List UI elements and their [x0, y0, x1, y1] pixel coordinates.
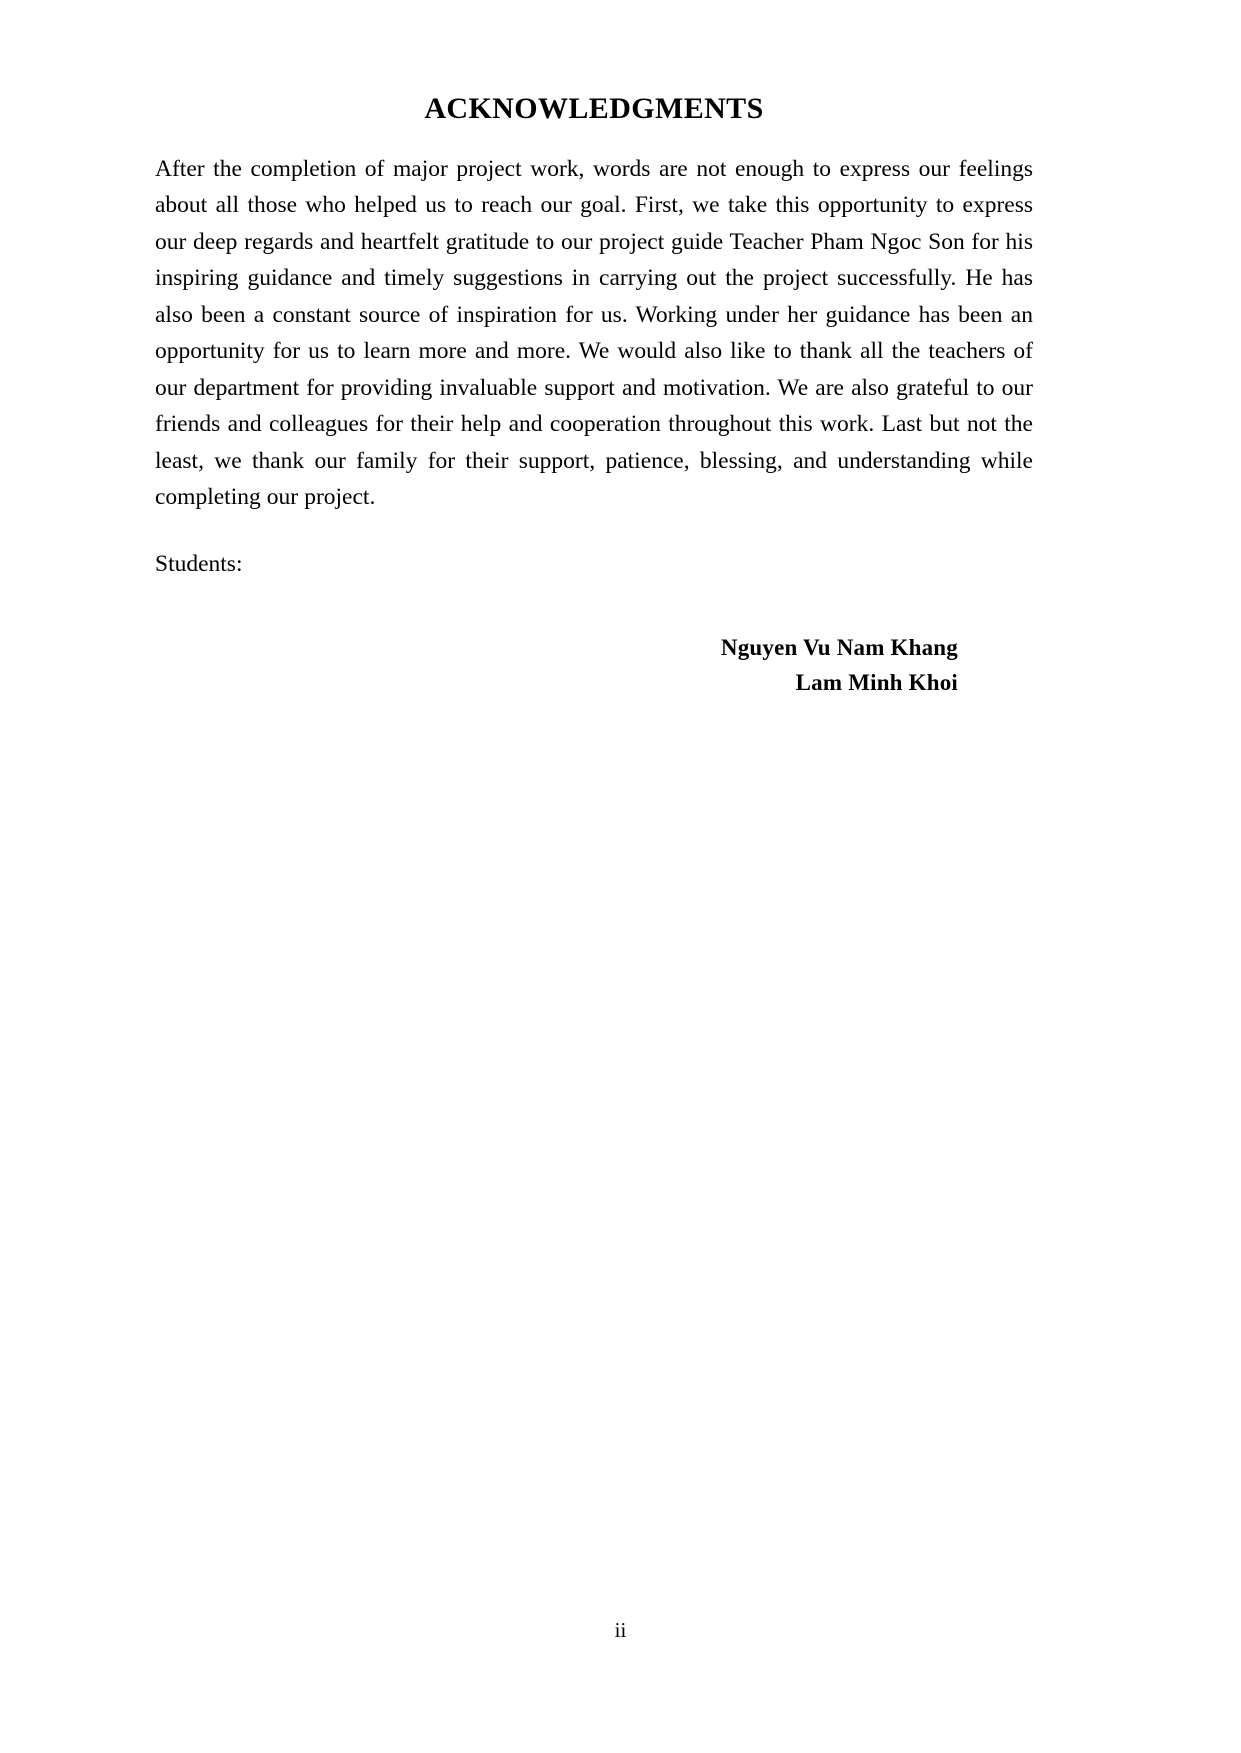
students-label: Students:	[155, 550, 243, 577]
acknowledgments-paragraph: After the completion of major project work, words are not enough to express our feelings about all those who helped us to reach our goal. First, we take this opportunity to express our deep regards and heartfelt gratitude to our project guide Teacher Pham Ngoc Son for his inspiring guidance and timely suggestions in carrying out the project successfully. He has also been a constant source of inspiration for us. Working under her guidance has been an opportunity for us to learn more and more. We would also like to thank all the teachers of our department for providing invaluable support and motivation. We are also grateful to our friends and colleagues for their help and cooperation throughout this work. Last but not the least, we thank our family for their support, patience, blessing, and understanding while completing our project.	[155, 155, 1033, 510]
page-content	[155, 92, 1033, 700]
page-number: ii	[614, 1618, 627, 1642]
signature-name: Lam Minh Khoi	[795, 670, 958, 695]
signature-block	[155, 630, 1033, 700]
signature-name: Nguyen Vu Nam Khang	[720, 635, 958, 660]
page-title: ACKNOWLEDGMENTS	[424, 92, 764, 125]
